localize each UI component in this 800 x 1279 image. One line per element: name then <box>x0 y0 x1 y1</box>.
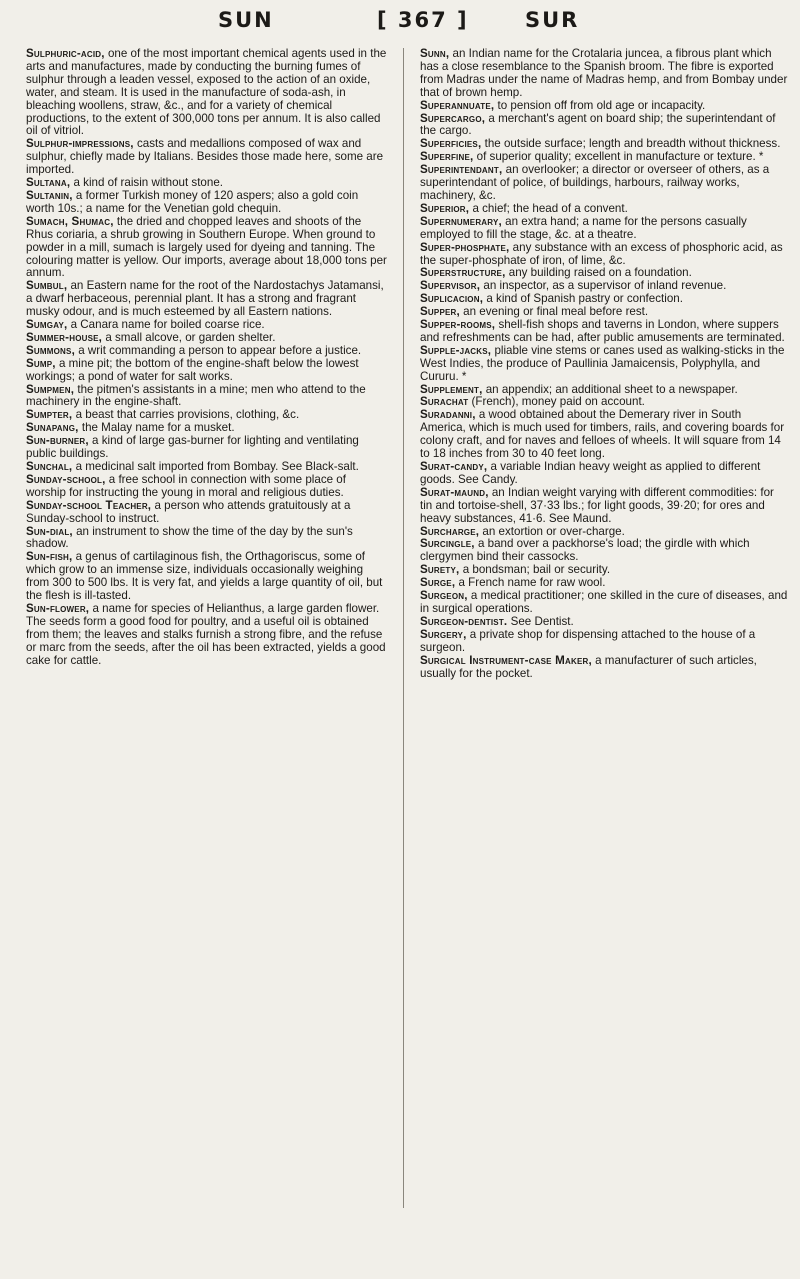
dictionary-entry <box>420 48 788 100</box>
entry-headword: Sumach, Shumac, <box>26 214 114 228</box>
entry-definition: a chief; the head of a convent. <box>472 201 628 215</box>
entry-headword: Sun-fish, <box>26 550 73 564</box>
dictionary-entry <box>420 655 788 681</box>
entry-definition: an Eastern name for the root of the Nardostachys Jatamansi, a dwarf herbaceous, perennial plant. It has a strong and fragrant musky odour, and is much esteemed by all Eastern nations. <box>26 279 384 319</box>
dictionary-entry <box>420 164 788 203</box>
entry-headword: Superfine, <box>420 150 474 164</box>
entry-headword: Supper-rooms, <box>420 318 496 332</box>
entry-headword: Sun-dial, <box>26 524 73 538</box>
entry-definition: a band over a packhorse's load; the girdle with which clergymen bind their cassocks. <box>420 537 750 564</box>
entry-definition: a person who attends gratuitously at a Sunday-school to instruct. <box>26 498 351 525</box>
dictionary-entry <box>420 409 788 461</box>
entry-headword: Sunn, <box>420 48 450 60</box>
entry-headword: Superficies, <box>420 137 482 151</box>
entry-definition: the dried and chopped leaves and shoots of the Rhus coriaria, a shrub growing in Southern Europe. When ground to powder in a mill, sumach is largely used for dyeing and tanning. The colouring matter is yellow. Our imports, average about 18,000 tons per annum. <box>26 214 387 280</box>
entry-headword: Surgery, <box>420 627 467 641</box>
entry-definition: a bondsman; bail or security. <box>462 563 611 577</box>
entry-definition: of superior quality; excellent in manufacture or texture. * <box>476 150 764 164</box>
dictionary-entry <box>26 551 388 603</box>
header-left-word: SUN <box>218 8 274 32</box>
entry-definition: the Malay name for a musket. <box>81 421 235 435</box>
entry-definition: an overlooker; a director or overseer of others, as a superintendant of police, of buildings, harbours, railway works, machinery, &c. <box>420 163 770 202</box>
entry-headword: Summons, <box>26 343 75 357</box>
dictionary-entry <box>26 526 388 552</box>
entry-headword: Sun-flower, <box>26 601 90 615</box>
entry-definition: any substance with an excess of phosphoric acid, as the super-phosphate of iron, of lime, &c. <box>420 240 783 267</box>
left-column <box>26 48 388 1273</box>
entry-headword: Superior, <box>420 201 470 215</box>
dictionary-entry <box>420 590 788 616</box>
dictionary-entry <box>26 190 388 216</box>
entry-definition: the pitmen's assistants in a mine; men who attend to the machinery in the engine-shaft. <box>26 382 366 409</box>
entry-definition: one of the most important chemical agents used in the arts and manufactures, made by conducting the burning fumes of sulphur through a leaden vessel, exposed to the action of an oxide, water, and steam. It is used in the manufacture of soda-ash, in bleaching woollens, straw, &c., and for a variety of chemical productions, to the extent of 300,000 tons per annum. It is also called oil of vitriol. <box>26 48 387 138</box>
entry-definition: (French), money paid on account. <box>471 395 645 409</box>
entry-definition: an extortion or over-charge. <box>482 524 625 538</box>
dictionary-entry <box>26 384 388 410</box>
entry-headword: Surgical Instrument-case Maker, <box>420 653 592 667</box>
entry-definition: a mine pit; the bottom of the engine-shaft below the lowest workings; a pond of water for salt works. <box>26 356 359 383</box>
dictionary-entry <box>26 474 388 500</box>
dictionary-entry <box>420 113 788 139</box>
entry-headword: Sunapang, <box>26 421 79 435</box>
entry-definition: a kind of large gas-burner for lighting and ventilating public buildings. <box>26 434 359 461</box>
entry-definition: a kind of Spanish pastry or confection. <box>486 292 683 306</box>
dictionary-entry <box>420 538 788 564</box>
entry-headword: Surge, <box>420 576 456 590</box>
entry-definition: a kind of raisin without stone. <box>73 176 223 190</box>
entry-headword: Suplicacion, <box>420 292 484 306</box>
entry-headword: Sunday-school Teacher, <box>26 498 152 512</box>
entry-definition: a free school in connection with some place of worship for instructing the young in moral and religious duties. <box>26 472 346 499</box>
dictionary-entry <box>420 242 788 268</box>
entry-definition: an extra hand; a name for the persons casually employed to fill the stage, &c. at a theatre. <box>420 214 747 241</box>
entry-definition: an Indian weight varying with different commodities: for tin and tortoise-shell, 37·33 lbs.; for light goods, 39·20; for ores and heavy substances, 41·6. See Maund. <box>420 485 774 525</box>
entry-headword: Sun-burner, <box>26 434 89 448</box>
entry-headword: Sumpter, <box>26 408 73 422</box>
entry-headword: Summer-house, <box>26 330 103 344</box>
entry-headword: Surat-maund, <box>420 485 489 499</box>
column-divider <box>403 48 404 1208</box>
entry-definition: an Indian name for the Crotalaria juncea, a fibrous plant which has a close resemblance to the Spanish broom. The fibre is exported from Madras under the name of Madras hemp, and from Bombay under that of brown hemp. <box>420 48 788 99</box>
entry-headword: Sunday-school, <box>26 472 106 486</box>
entry-definition: a wood obtained about the Demerary river in South America, which is much used for timbers, rails, and covering boards for colony craft, and for naves and felloes of wheels. It will square from 14 to 18 inches from 30 to 40 feet long. <box>420 408 785 461</box>
dictionary-entry <box>26 138 388 177</box>
dictionary-entry <box>26 216 388 281</box>
entry-definition: See Dentist. <box>510 614 574 628</box>
entry-headword: Supernumerary, <box>420 214 502 228</box>
entry-headword: Sulphur-impressions, <box>26 137 134 151</box>
entry-definition: a merchant's agent on board ship; the superintendant of the cargo. <box>420 111 776 138</box>
dictionary-entry <box>420 216 788 242</box>
entry-definition: an appendix; an additional sheet to a newspaper. <box>485 382 738 396</box>
entry-headword: Surcingle, <box>420 537 475 551</box>
entry-headword: Sulphuric-acid, <box>26 48 105 60</box>
dictionary-entry <box>26 500 388 526</box>
entry-definition: a variable Indian heavy weight as applied to different goods. See Candy. <box>420 460 761 486</box>
entry-definition: shell-fish shops and taverns in London, where suppers and refreshments can be had, after public amusements are terminated. <box>420 318 785 344</box>
entry-headword: Supple-jacks, <box>420 343 492 357</box>
entry-headword: Supercargo, <box>420 111 486 125</box>
entry-headword: Supper, <box>420 305 460 319</box>
entry-headword: Superstructure, <box>420 266 506 280</box>
dictionary-entry <box>420 319 788 345</box>
entry-definition: an evening or final meal before rest. <box>463 305 649 319</box>
entry-definition: a name for species of Helianthus, a large garden flower. The seeds form a good food for poultry, and a useful oil is obtained from them; the leaves and stalks furnish a strong fibre, and the refuse or marc from the seeds, after the oil has been extracted, yields a good cake for cattle. <box>26 601 386 667</box>
dictionary-entry <box>26 280 388 319</box>
entry-definition: a French name for raw wool. <box>458 576 606 590</box>
entry-headword: Sumpmen, <box>26 382 75 396</box>
running-header <box>0 8 800 38</box>
entry-headword: Sumgay, <box>26 318 68 332</box>
page-number: [ 367 ] <box>377 8 469 32</box>
entry-definition: a former Turkish money of 120 aspers; also a gold coin worth 10s.; a name for the Venetian gold chequin. <box>26 188 359 215</box>
entry-definition: an inspector, as a supervisor of inland revenue. <box>483 279 727 293</box>
entry-definition: a genus of cartilaginous fish, the Orthagoriscus, some of which grow to an immense size, individuals occasionally weighing from 300 to 500 lbs. It is very fat, and yields a large quantity of oil, but the flesh is ill-tasted. <box>26 550 383 603</box>
entry-headword: Suradanni, <box>420 408 476 422</box>
dictionary-entry <box>26 435 388 461</box>
entry-headword: Sump, <box>26 356 56 370</box>
header-right-word: SUR <box>525 8 580 32</box>
entry-headword: Surachat <box>420 395 469 409</box>
entry-headword: Sunchal, <box>26 460 73 473</box>
entry-headword: Surcharge, <box>420 524 480 538</box>
entry-definition: a private shop for dispensing attached to the house of a surgeon. <box>420 627 756 654</box>
entry-definition: to pension off from old age or incapacity. <box>497 98 706 112</box>
entry-headword: Supervisor, <box>420 279 481 293</box>
entry-headword: Supplement, <box>420 382 483 396</box>
entry-headword: Sumbul, <box>26 279 68 293</box>
dictionary-entry <box>26 603 388 668</box>
dictionary-entry <box>26 48 388 138</box>
dictionary-entry <box>420 487 788 526</box>
entry-headword: Sultanin, <box>26 188 73 202</box>
entry-headword: Surety, <box>420 563 460 577</box>
entry-headword: Surat-candy, <box>420 460 488 473</box>
dictionary-entry <box>420 461 788 487</box>
entry-definition: a medical practitioner; one skilled in the cure of diseases, and in surgical operations. <box>420 589 788 615</box>
right-column <box>420 48 788 1273</box>
entry-headword: Surgeon, <box>420 589 468 603</box>
entry-definition: a medicinal salt imported from Bombay. See Black-salt. <box>75 460 359 473</box>
entry-definition: casts and medallions composed of wax and sulphur, chiefly made by Italians. Besides those made here, some are imported. <box>26 137 384 177</box>
dictionary-entry <box>420 629 788 655</box>
entry-definition: a writ commanding a person to appear before a justice. <box>78 343 362 357</box>
dictionary-entry <box>26 358 388 384</box>
entry-definition: any building raised on a foundation. <box>508 266 692 280</box>
entry-headword: Superannuate, <box>420 98 495 112</box>
dictionary-entry <box>420 345 788 384</box>
entry-definition: a Canara name for boiled coarse rice. <box>70 318 265 332</box>
entry-definition: a manufacturer of such articles, usually for the pocket. <box>420 653 757 680</box>
entry-definition: an instrument to show the time of the day by the sun's shadow. <box>26 524 353 551</box>
entry-definition: a beast that carries provisions, clothing, &c. <box>75 408 300 422</box>
entry-headword: Surgeon-dentist. <box>420 614 508 628</box>
entry-definition: the outside surface; length and breadth without thickness. <box>484 137 781 151</box>
entry-definition: a small alcove, or garden shelter. <box>105 330 276 344</box>
entry-headword: Sultana, <box>26 176 71 190</box>
entry-definition: pliable vine stems or canes used as walking-sticks in the West Indies, the produce of Paullinia Jamaicensis, Polyphylla, and Cururu. * <box>420 343 785 383</box>
entry-headword: Super-phosphate, <box>420 240 510 254</box>
entry-headword: Superintendant, <box>420 163 503 177</box>
